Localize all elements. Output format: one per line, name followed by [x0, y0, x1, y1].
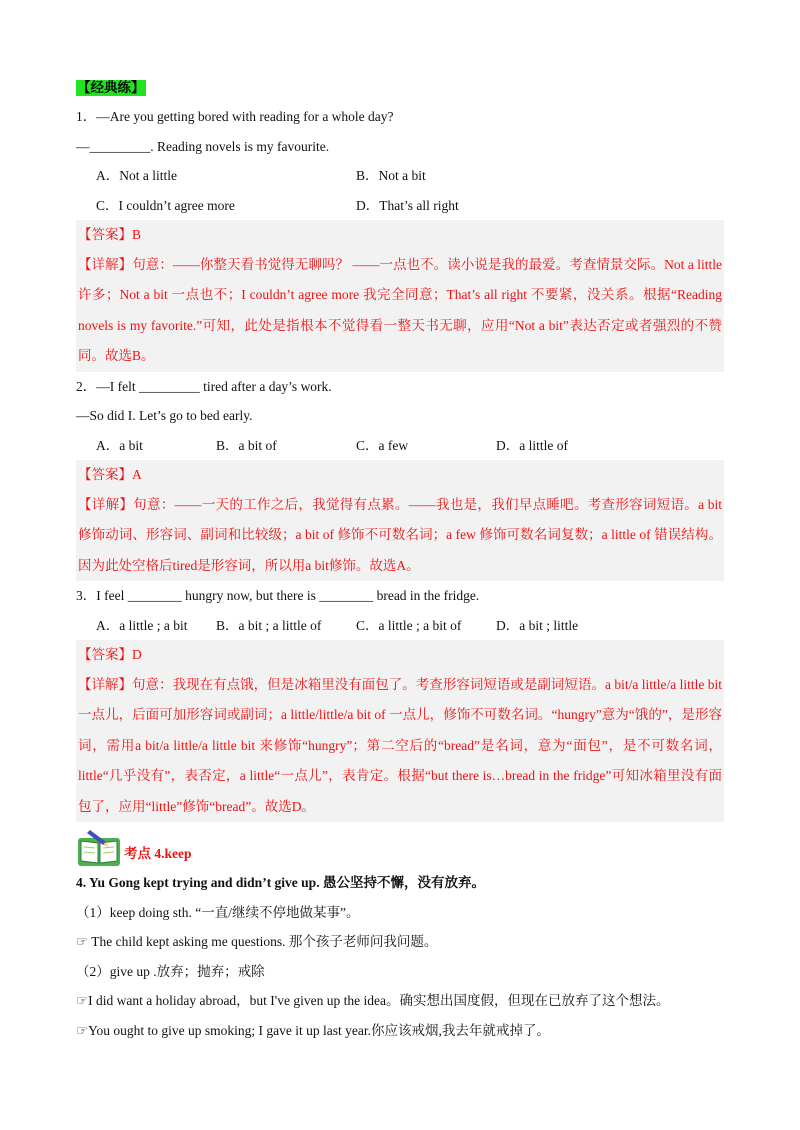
- open-book-pencil-icon: [76, 828, 122, 868]
- option-d: D．a bit ; little: [496, 617, 579, 633]
- question-1: [76, 102, 724, 372]
- question-stem-reply: —So did I. Let’s go to bed early.: [76, 408, 253, 423]
- keypoint-label: 考点 4.keep: [124, 846, 192, 861]
- answer-block: [76, 640, 724, 822]
- keypoint-item-2: （2）give up .放弃；抛弃；戒除: [76, 963, 265, 979]
- document-page: [76, 76, 724, 1045]
- section-tag: 【经典练】: [77, 80, 145, 95]
- answer-explanation: 【详解】句意：——一天的工作之后，我觉得有点累。——我也是，我们早点睡吧。考查形容词短语。a bit 修饰动词、形容词、副词和比较级；a bit of 修饰不可数名词；a few 修饰可数名词复数；a little of 错误结构。因为此处空格后tired是形容词，所以用a bit修饰。故选A。: [78, 496, 722, 573]
- question-3: [76, 581, 724, 822]
- answer-label: 【答案】B: [78, 227, 142, 242]
- answer-explanation: 【详解】句意：我现在有点饿，但是冰箱里没有面包了。考查形容词短语或是副词短语。a bit/a little/a little bit 一点儿，后面可加形容词或副词；a little/little/a bit of 一点儿，修饰不可数名词。“hungry”意为“饿的”，是形容词，需用a bit/a little/a little bit 来修饰“hungry”；第二空后的“bread”是名词，意为“面包”，是不可数名词，little“几乎没有”，表否定，a little“一点儿”，表肯定。根据“but there is…bread in the fridge”可知冰箱里没有面包了，应用“little”修饰“bread”。故选D。: [78, 676, 722, 814]
- question-stem: 3．I feel ________ hungry now, but there is ________ bread in the fridge.: [76, 588, 480, 603]
- question-stem: 2．—I felt _________ tired after a day’s work.: [76, 378, 332, 394]
- option-b: B．a bit of: [216, 437, 277, 453]
- answer-block: [76, 460, 724, 581]
- options-row: [76, 191, 724, 221]
- options-row: [76, 431, 724, 461]
- answer-explanation: 【详解】句意：——你整天看书觉得无聊吗？ ——一点也不。读小说是我的最爱。考查情景交际。Not a little 许多；Not a bit 一点也不；I couldn’t agree more 我完全同意；That’s all right 不要紧，没关系。根据“Reading novels is my favorite.”可知，此处是指根本不觉得看一整天书无聊，应用“Not a bit”表达否定或者强烈的不赞同。故选B。: [78, 256, 722, 363]
- option-a: A．Not a little: [96, 168, 177, 183]
- option-b: B．Not a bit: [356, 168, 426, 183]
- question-stem: 1．—Are you getting bored with reading for a whole day?: [76, 109, 394, 124]
- keypoint-header: [76, 822, 724, 868]
- answer-label: 【答案】D: [78, 647, 142, 662]
- question-2: [76, 372, 724, 582]
- keypoint-example-3: ☞You ought to give up smoking; I gave it up last year.你应该戒烟,我去年就戒掉了。: [76, 1022, 550, 1038]
- options-row: [76, 161, 724, 191]
- keypoint-example-1: ☞ The child kept asking me questions. 那个孩子老师问我问题。: [76, 934, 438, 949]
- keypoint-example-2: ☞I did want a holiday abroad，but I've given up the idea。确实想出国度假，但现在已放弃了这个想法。: [76, 993, 670, 1008]
- option-d: D．a little of: [496, 437, 568, 453]
- options-row: [76, 611, 724, 641]
- question-stem-reply: —_________. Reading novels is my favourite.: [76, 138, 330, 154]
- option-b: B．a bit ; a little of: [216, 617, 322, 633]
- option-d: D．That’s all right: [356, 197, 459, 213]
- option-a: A．a bit: [96, 437, 143, 453]
- option-a: A．a little ; a bit: [96, 617, 188, 633]
- option-c: C．a little ; a bit of: [356, 617, 462, 633]
- answer-block: [76, 220, 724, 372]
- section-header: [76, 76, 724, 102]
- answer-label: 【答案】A: [78, 467, 142, 482]
- keypoint-heading: 4. Yu Gong kept trying and didn’t give up. 愚公坚持不懈，没有放弃。: [76, 875, 485, 890]
- option-c: C．I couldn’t agree more: [96, 197, 235, 213]
- option-c: C．a few: [356, 437, 409, 453]
- keypoint-item-1: （1）keep doing sth. “一直/继续不停地做某事”。: [76, 904, 360, 920]
